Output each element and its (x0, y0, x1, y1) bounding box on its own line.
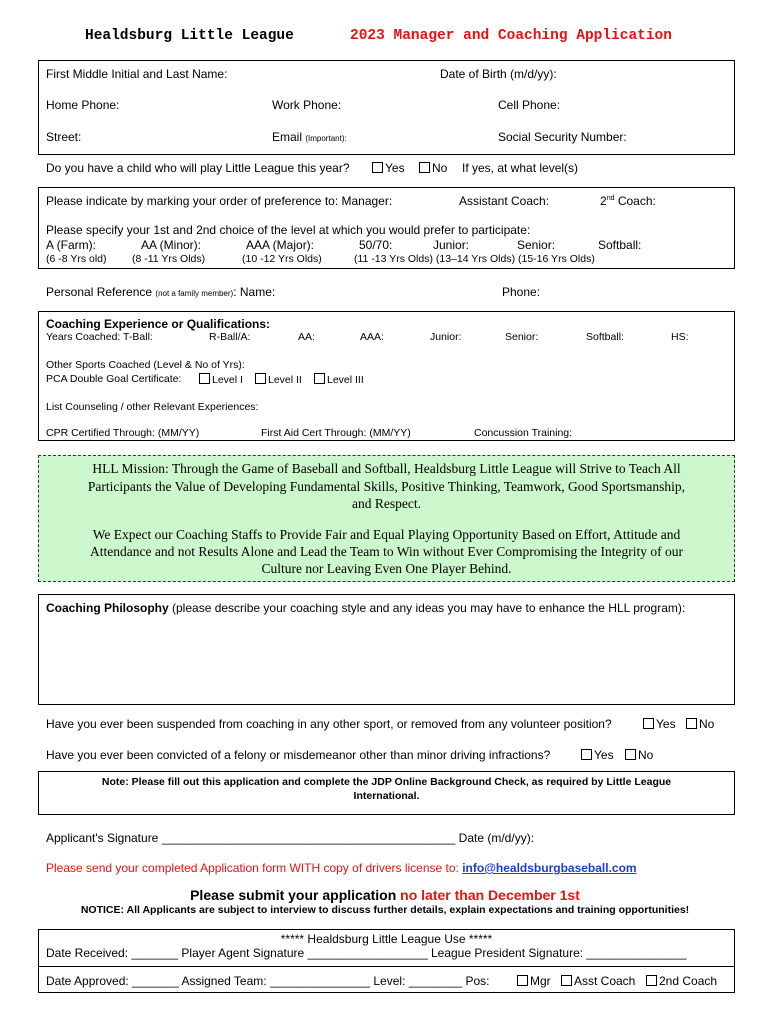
mission-line-1: HLL Mission: Through the Game of Baseball and Softball, Healdsburg Little League will Strive to Teach All (92, 461, 681, 476)
years-junior[interactable]: Junior: (430, 331, 462, 343)
mission-box (38, 455, 735, 582)
felony-yes-checkbox[interactable] (581, 749, 592, 760)
age-aaa-major: (10 -12 Yrs Olds) (242, 253, 322, 265)
child-yes-checkbox[interactable] (372, 162, 383, 173)
level-50-70[interactable]: 50/70: (359, 238, 393, 252)
years-rball[interactable]: R-Ball/A: (209, 331, 251, 343)
concussion-label[interactable]: Concussion Training: (474, 427, 573, 439)
experience-title: Coaching Experience or Qualifications: (46, 317, 271, 331)
pos-mgr-label: Mgr (530, 974, 551, 988)
submit-text: Please submit your application (190, 887, 397, 903)
pos-2nd-option[interactable] (646, 974, 717, 988)
email-label[interactable] (272, 130, 347, 144)
level-senior[interactable]: Senior: (517, 238, 556, 252)
applicant-signature[interactable]: Applicant's Signature ____________________________________________ Date (m/d/yy): (46, 831, 535, 845)
philosophy-desc: (please describe your coaching style and any ideas you may have to enhance the HLL program): (172, 601, 686, 615)
felony-yes-option[interactable] (581, 748, 614, 762)
suspension-no-checkbox[interactable] (686, 718, 697, 729)
age-others: (11 -13 Yrs Olds) (13–14 Yrs Olds) (15-16 Yrs Olds) (354, 253, 595, 265)
years-softball[interactable]: Softball: (586, 331, 624, 343)
submit-deadline: no later than December 1st (400, 887, 580, 903)
work-phone-label[interactable]: Work Phone: (272, 98, 342, 112)
level-aaa-major[interactable]: AAA (Major): (246, 238, 315, 252)
reference-name-label: : Name: (233, 285, 276, 299)
notice-text: : All Applicants are subject to interview to discuss further details, explain expectations and training opportunities! (120, 904, 690, 916)
first-aid-label[interactable]: First Aid Cert Through: (MM/YY) (261, 427, 411, 439)
years-aaa[interactable]: AAA: (360, 331, 384, 343)
child-level-label[interactable]: If yes, at what level(s) (462, 161, 579, 175)
second-coach-label[interactable] (600, 194, 656, 208)
second-coach-rest: Coach: (617, 194, 656, 208)
felony-no-checkbox[interactable] (625, 749, 636, 760)
name-field-label[interactable]: First Middle Initial and Last Name: (46, 67, 228, 81)
other-sports-label[interactable]: Other Sports Coached (Level & No of Yrs): (46, 359, 245, 371)
pos-asst-checkbox[interactable] (561, 975, 572, 986)
notice-label: NOTICE (80, 904, 121, 916)
suspension-no-option[interactable] (686, 717, 714, 731)
assistant-coach-label[interactable]: Assistant Coach: (459, 194, 550, 208)
preference-question: Please indicate by marking your order of preference to: Manager: (46, 194, 393, 208)
pca-level-2[interactable] (255, 373, 302, 386)
ssn-label[interactable]: Social Security Number: (498, 130, 627, 144)
reference-note: (not a family member) (155, 289, 234, 298)
child-no-checkbox[interactable] (419, 162, 430, 173)
felony-no-label: No (638, 748, 654, 762)
felony-no-option[interactable] (625, 748, 653, 762)
cell-phone-label[interactable]: Cell Phone: (498, 98, 561, 112)
pos-mgr-option[interactable] (517, 974, 551, 988)
pca-level-1[interactable] (199, 373, 243, 386)
suspension-yes-checkbox[interactable] (643, 718, 654, 729)
street-label[interactable]: Street: (46, 130, 82, 144)
level-a-farm[interactable]: A (Farm): (46, 238, 96, 252)
form-title: 2023 Manager and Coaching Application (350, 28, 672, 44)
pca-level-3-label: Level III (327, 374, 364, 386)
mission-line-3: and Respect. (352, 496, 421, 511)
pos-2nd-checkbox[interactable] (646, 975, 657, 986)
reference-label[interactable] (46, 285, 275, 299)
office-divider (38, 966, 735, 967)
levels-intro: Please specify your 1st and 2nd choice of the level at which you would prefer to participate: (46, 223, 531, 237)
home-phone-label[interactable]: Home Phone: (46, 98, 120, 112)
felony-yes-label: Yes (594, 748, 614, 762)
send-instructions (46, 861, 637, 875)
level-softball[interactable]: Softball: (598, 238, 642, 252)
pos-asst-label: Asst Coach (574, 974, 636, 988)
child-no-label: No (432, 161, 448, 175)
pca-level-1-checkbox[interactable] (199, 373, 210, 384)
office-use-title: ***** Healdsburg Little League Use ***** (280, 932, 493, 946)
send-text: Please send your completed Application form WITH copy of drivers license to: (46, 861, 459, 875)
mission-line-6: Culture nor Leaving Even One Player Behind. (261, 561, 512, 576)
dob-field-label[interactable]: Date of Birth (m/d/yy): (440, 67, 557, 81)
cpr-label[interactable]: CPR Certified Through: (MM/YY) (46, 427, 200, 439)
level-aa-minor[interactable]: AA (Minor): (141, 238, 202, 252)
date-received-row[interactable]: Date Received: _______ Player Agent Signature __________________ League President Signature: _______________ (46, 946, 687, 960)
philosophy-label (46, 601, 685, 615)
date-approved-row[interactable]: Date Approved: _______ Assigned Team: _______________ Level: ________ Pos: (46, 974, 490, 988)
counseling-label[interactable]: List Counseling / other Relevant Experiences: (46, 401, 259, 413)
pca-label: PCA Double Goal Certificate: (46, 373, 182, 385)
suspension-no-label: No (699, 717, 715, 731)
email-label-text: Email (272, 130, 303, 144)
child-yes-label: Yes (385, 161, 405, 175)
years-aa[interactable]: AA: (298, 331, 315, 343)
note-line-2: International. (353, 790, 420, 802)
mission-line-5: Attendance and not Results Alone and Lead the Team to Win without Ever Compromising the Integrity of our (89, 544, 684, 559)
years-senior[interactable]: Senior: (505, 331, 539, 343)
pos-mgr-checkbox[interactable] (517, 975, 528, 986)
felony-question: Have you ever been convicted of a felony or misdemeanor other than minor driving infractions? (46, 748, 551, 762)
pca-level-1-label: Level I (212, 374, 243, 386)
mission-line-4: We Expect our Coaching Staffs to Provide Fair and Equal Playing Opportunity Based on Effort, Attitude and (92, 527, 681, 542)
second-coach-sup: nd (606, 195, 615, 202)
suspension-yes-option[interactable] (643, 717, 676, 731)
age-aa-minor: (8 -11 Yrs Olds) (132, 253, 206, 265)
child-question: Do you have a child who will play Little League this year? (46, 161, 350, 175)
notice-line (0, 904, 770, 916)
pca-level-3[interactable] (314, 373, 364, 386)
reference-label-text: Personal Reference (46, 285, 153, 299)
pca-level-2-checkbox[interactable] (255, 373, 266, 384)
child-no-option[interactable] (419, 161, 447, 175)
reference-phone-label[interactable]: Phone: (502, 285, 541, 299)
suspension-yes-label: Yes (656, 717, 676, 731)
pos-asst-option[interactable] (561, 974, 635, 988)
second-coach-num: 2 (600, 194, 607, 208)
years-tball[interactable]: Years Coached: T-Ball: (46, 331, 153, 343)
pos-2nd-label: 2nd Coach (659, 974, 718, 988)
years-hs[interactable]: HS: (671, 331, 689, 343)
pca-level-2-label: Level II (268, 374, 302, 386)
email-link[interactable]: info@healdsburgbaseball.com (462, 861, 637, 875)
child-yes-option[interactable] (372, 161, 405, 175)
age-a-farm: (6 -8 Yrs old) (46, 253, 107, 265)
league-name: Healdsburg Little League (85, 28, 294, 44)
note-line-1: Note: Please fill out this application and complete the JDP Online Background Check, as required by Little League (101, 776, 672, 788)
email-note: (Important): (305, 134, 347, 143)
suspension-question: Have you ever been suspended from coaching in any other sport, or removed from any volunteer position? (46, 717, 612, 731)
pca-level-3-checkbox[interactable] (314, 373, 325, 384)
level-junior[interactable]: Junior: (433, 238, 470, 252)
submit-line (0, 887, 770, 903)
philosophy-title: Coaching Philosophy (46, 601, 169, 615)
mission-line-2: Participants the Value of Developing Fundamental Skills, Positive Thinking, Teamwork, Good Sportsmanship, (87, 479, 686, 494)
